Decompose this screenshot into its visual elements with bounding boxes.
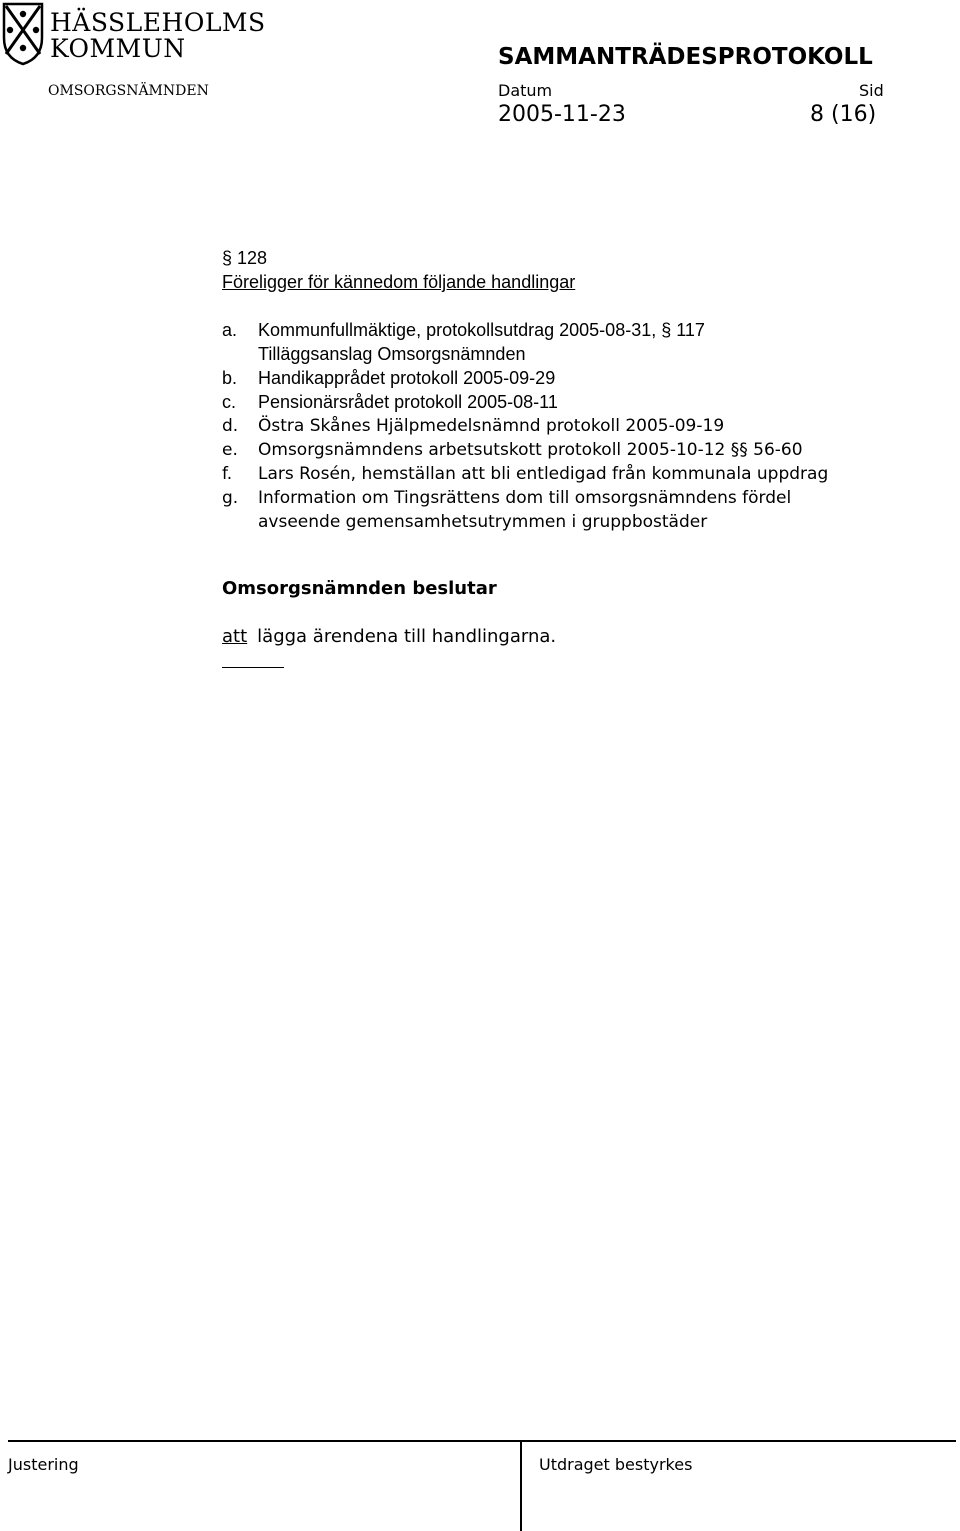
paragraph-number: § 128 [222, 248, 268, 268]
list-item-letter: f. [222, 464, 233, 484]
list-item-text: Handikapprådet protokoll 2005-09-29 [258, 368, 556, 388]
decision-att: att [222, 626, 248, 647]
footer-justering-label: Justering [8, 1455, 79, 1474]
list-item [222, 486, 828, 534]
footer-utdraget-label: Utdraget bestyrkes [539, 1455, 693, 1474]
page-value: 8 (16) [810, 102, 877, 127]
page-label: Sid [859, 81, 884, 100]
list-item-letter: g. [222, 488, 239, 508]
list-item-letter: d. [222, 416, 239, 436]
list-item-text: Information om Tingsrättens dom till omsorgsnämndens fördel [258, 488, 792, 508]
list-item [222, 414, 828, 438]
decision [222, 626, 556, 647]
list-item [222, 438, 828, 462]
list-item [222, 366, 828, 390]
document-list [222, 318, 828, 534]
footer-rule [8, 1440, 956, 1442]
list-item-letter: e. [222, 440, 238, 460]
logo-name-line2: KOMMUN [50, 34, 186, 63]
date-label: Datum [498, 81, 553, 100]
committee-name: OMSORGSNÄMNDEN [48, 83, 209, 99]
list-item-text: Omsorgsnämndens arbetsutskott protokoll 2005-10-12 §§ 56-60 [258, 440, 803, 460]
end-rule [222, 667, 284, 668]
list-item-letter: b. [222, 368, 238, 388]
list-item [222, 462, 828, 486]
logo-name-line1: HÄSSLEHOLMS [50, 8, 266, 37]
coat-of-arms-icon [2, 2, 44, 66]
list-item [222, 390, 828, 414]
list-item-text: Östra Skånes Hjälpmedelsnämnd protokoll 2005-09-19 [258, 416, 725, 436]
list-item-text: Lars Rosén, hemställan att bli entledigad från kommunala uppdrag [258, 464, 829, 484]
list-item-text: Pensionärsrådet protokoll 2005-08-11 [258, 392, 558, 412]
decision-heading: Omsorgsnämnden beslutar [222, 578, 497, 599]
list-item-text: Kommunfullmäktige, protokollsutdrag 2005-08-31, § 117 [258, 320, 705, 340]
list-item-text: avseende gemensamhetsutrymmen i gruppbostäder [258, 512, 708, 532]
footer-divider [520, 1440, 522, 1531]
list-item-letter: c. [222, 392, 237, 412]
list-item [222, 318, 828, 366]
document-title: SAMMANTRÄDESPROTOKOLL [498, 44, 873, 70]
list-item-letter: a. [222, 320, 238, 340]
municipality-logo [0, 0, 266, 70]
list-item-text: Tilläggsanslag Omsorgsnämnden [258, 344, 526, 364]
decision-text: lägga ärendena till handlingarna. [257, 626, 557, 647]
section-heading: Föreligger för kännedom följande handlingar [222, 272, 576, 292]
date-value: 2005-11-23 [498, 102, 626, 127]
